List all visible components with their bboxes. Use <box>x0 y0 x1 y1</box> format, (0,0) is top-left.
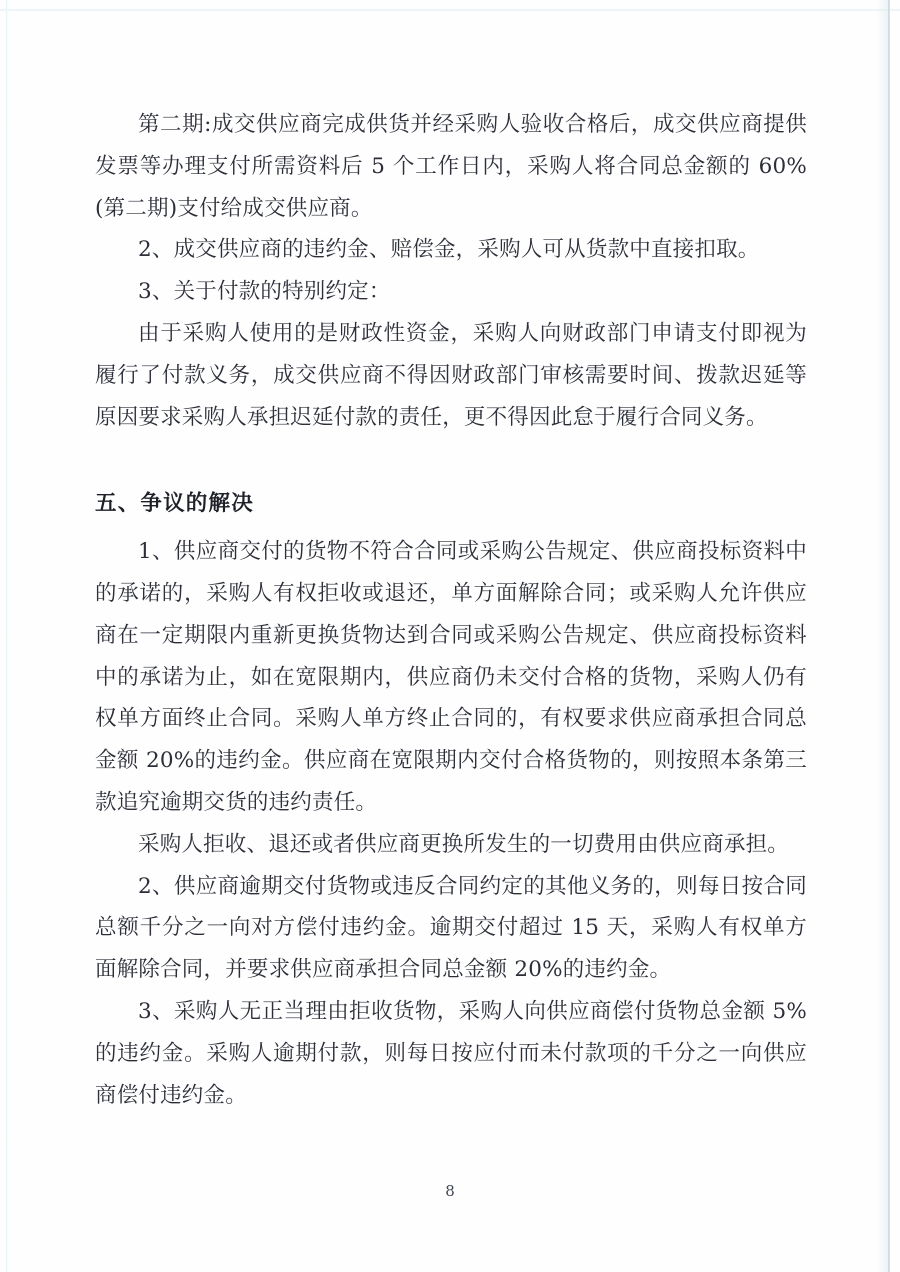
page-number: 8 <box>445 1182 455 1200</box>
page-left-edge-artifact <box>6 0 9 1272</box>
paragraph-dispute-clause-1-costs: 采购人拒收、退还或者供应商更换所发生的一切费用由供应商承担。 <box>138 831 790 857</box>
paragraph-dispute-clause-2: 2、供应商逾期交付货物或违反合同约定的其他义务的，则每日按合同总额千分之一向对方偿付违约金。逾期交付超过 15 天，采购人有权单方面解除合同，并要求供应商承担合同总金额 20%的违约金。 <box>95 873 807 983</box>
page-top-edge-artifact <box>0 9 900 12</box>
paragraph-clause-2-penalty-deduction: 2、成交供应商的违约金、赔偿金，采购人可从货款中直接扣取。 <box>138 237 760 263</box>
paragraph-fiscal-funds-statement: 由于采购人使用的是财政性资金，采购人向财政部门申请支付即视为履行了付款义务，成交供应商不得因财政部门审核需要时间、拨款迟延等原因要求采购人承担迟延付款的责任，更不得因此怠于履行合同义务。 <box>95 320 807 430</box>
paragraph-clause-3-payment-special-terms: 3、关于付款的特别约定： <box>138 279 391 305</box>
heading-five-dispute-resolution: 五、争议的解决 <box>95 491 254 517</box>
paragraph-dispute-clause-3: 3、采购人无正当理由拒收货物，采购人向供应商偿付货物总金额 5%的违约金。采购人逾期付款，则每日按应付而未付款项的千分之一向供应商偿付违约金。 <box>95 998 807 1108</box>
document-text-body <box>95 104 807 1116</box>
paragraph-dispute-clause-1: 1、供应商交付的货物不符合合同或采购公告规定、供应商投标资料中的承诺的，采购人有权拒收或退还，单方面解除合同；或采购人允许供应商在一定期限内重新更换货物达到合同或采购公告规定、供应商投标资料中的承诺为止，如在宽限期内，供应商仍未交付合格的货物，采购人仍有权单方面终止合同。采购人单方终止合同的，有权要求供应商承担合同总金额 20%的违约金。供应商在宽限期内交付合格货物的，则按照本条第三款追究逾期交货的违约责任。 <box>95 539 807 815</box>
paragraph-installment-two: 第二期:成交供应商完成供货并经采购人验收合格后，成交供应商提供发票等办理支付所需资料后 5 个工作日内，采购人将合同总金额的 60%(第二期)支付给成交供应商。 <box>95 112 807 221</box>
page-right-edge-line <box>888 0 890 1272</box>
